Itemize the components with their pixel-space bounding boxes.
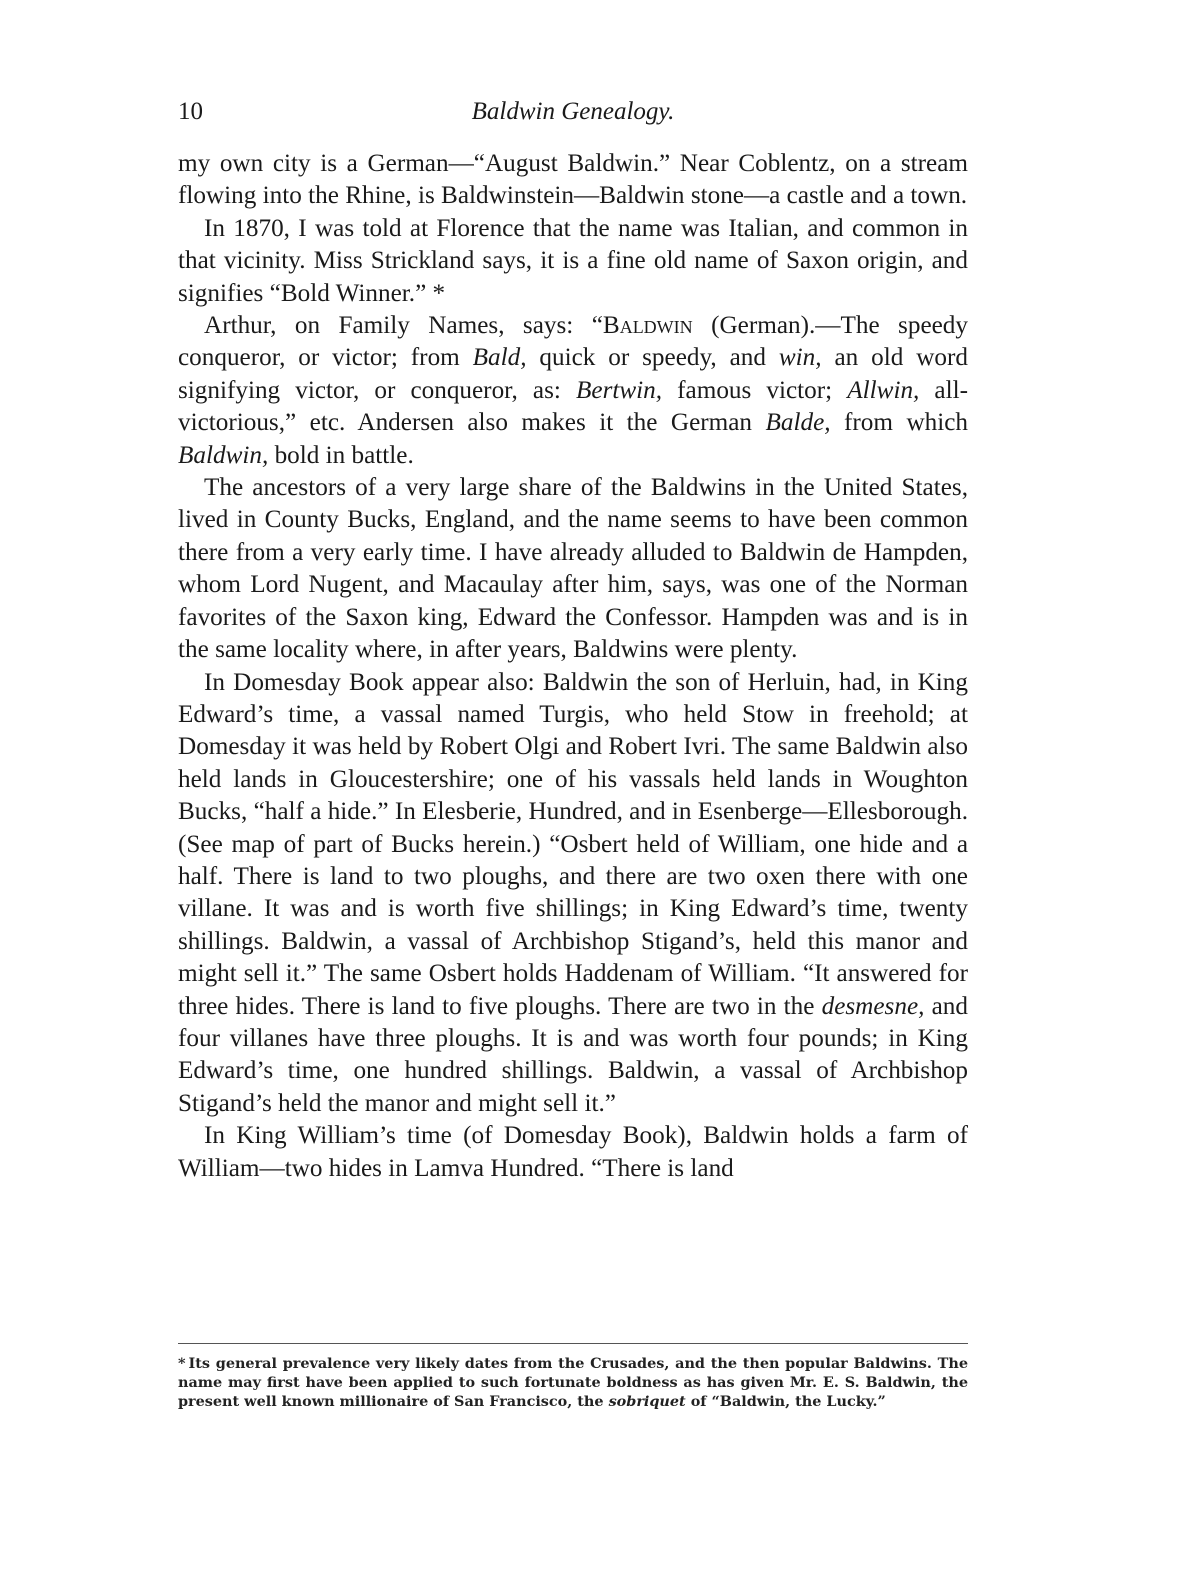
p3-word-win: win, [778,344,822,372]
page-number: 10 [178,98,203,125]
p3-text-k: all-victorious,” etc. Andersen also makes it the German [178,376,968,437]
p3-name-baldwin: Baldwin [602,312,693,340]
p5-text-a: In Domesday Book appear also: Baldwin the son of Herluin, had, in King Edward’s time, a vassal named Turgis, who held Stow in freehold; at Domesday it was held by Robert Olgi and Robert Ivri. The same Baldwin also held lands in Gloucestershire; one of his vassals held lands in Woughton Bucks, “half a hide.” In Elesberie, Hundred, and in Esenberge—Ellesborough. (See map of part of Bucks herein.) “Osbert held of William, one hide and a half. There is land to two ploughs, and there are two oxen there with one villane. It was and is worth five shillings; in King Edward’s time, twenty shillings. Baldwin, a vassal of Archbishop Stigand’s, held this manor and might sell it.” The same Osbert holds Haddenam of William. “It answered for three hides. There is land to five ploughs. There are two in the [178,668,968,1020]
p3-word-allwin: Allwin, [847,376,920,404]
paragraph-4: The ancestors of a very large share of the Baldwins in the United States, lived in County Bucks, England, and the name seems to have been common there from a very early time. I have already alluded to Baldwin de Hampden, whom Lord Nugent, and Macaulay after him, says, was one of the Norman favorites of the Saxon king, Edward the Confessor. Hampden was and is in the same locality where, in after years, Baldwins were plenty. [178,474,968,664]
footnote [178,1354,968,1411]
paragraph-2: In 1870, I was told at Florence that the name was Italian, and common in that vicinity. Miss Strickland says, it is a fine old name of Saxon origin, and signifies “Bold Winner.” * [178,214,968,307]
p3-text-i: famous victor; [662,376,848,404]
footnote-word-sobriquet: sobriquet [608,1393,686,1410]
footnote-rule [178,1343,968,1344]
footnote-text-c: of “Baldwin, the Lucky.” [685,1393,886,1410]
p3-word-bald: Bald, [472,344,527,372]
paragraph-6: In King William’s time (of Domesday Book), Baldwin holds a farm of William—two hides in Lamva Hundred. “There is land [178,1122,968,1182]
p3-text-e: quick or speedy, and [526,344,779,372]
p3-text-o: bold in battle. [268,441,414,469]
paragraph-5 [178,667,968,1121]
footnote-mark: * [178,1355,186,1372]
p3-text-a: Arthur, on Family Names, says: “ [204,312,603,340]
p3-word-baldwin: Baldwin, [178,441,269,469]
p5-text-c: and four villanes have three ploughs. It is and was worth four pounds; in King Edward’s time, one hundred shillings. Baldwin, a vassal of Archbishop Stigand’s held the manor and might sell it.” [178,992,968,1117]
p3-text-m: from which [830,409,968,437]
p3-text-g: an old word signifying victor, or conqueror, as: [178,344,968,404]
paragraph-3 [178,310,968,472]
page-header [178,98,968,138]
p5-word-desmesne: desmesne, [821,992,925,1020]
p3-word-balde: Balde, [765,409,831,437]
p3-text-c: (German).—The speedy conqueror, or victor; from [178,312,968,372]
running-title: Baldwin Genealogy. [471,98,675,125]
footnote-text-a: Its general prevalence very likely dates from the Crusades, and the then popular Baldwins. The name may first have been applied to such fortunate boldness as has given Mr. E. S. Baldwin, the present well known millionaire of San Francisco, the [178,1355,968,1410]
p3-word-bertwin: Bertwin, [576,376,663,404]
paragraph-1: my own city is a German—“August Baldwin.” Near Coblentz, on a stream flowing into the Rhine, is Baldwinstein—Baldwin stone—a castle and a town. [178,150,968,210]
body-text [178,148,968,1185]
